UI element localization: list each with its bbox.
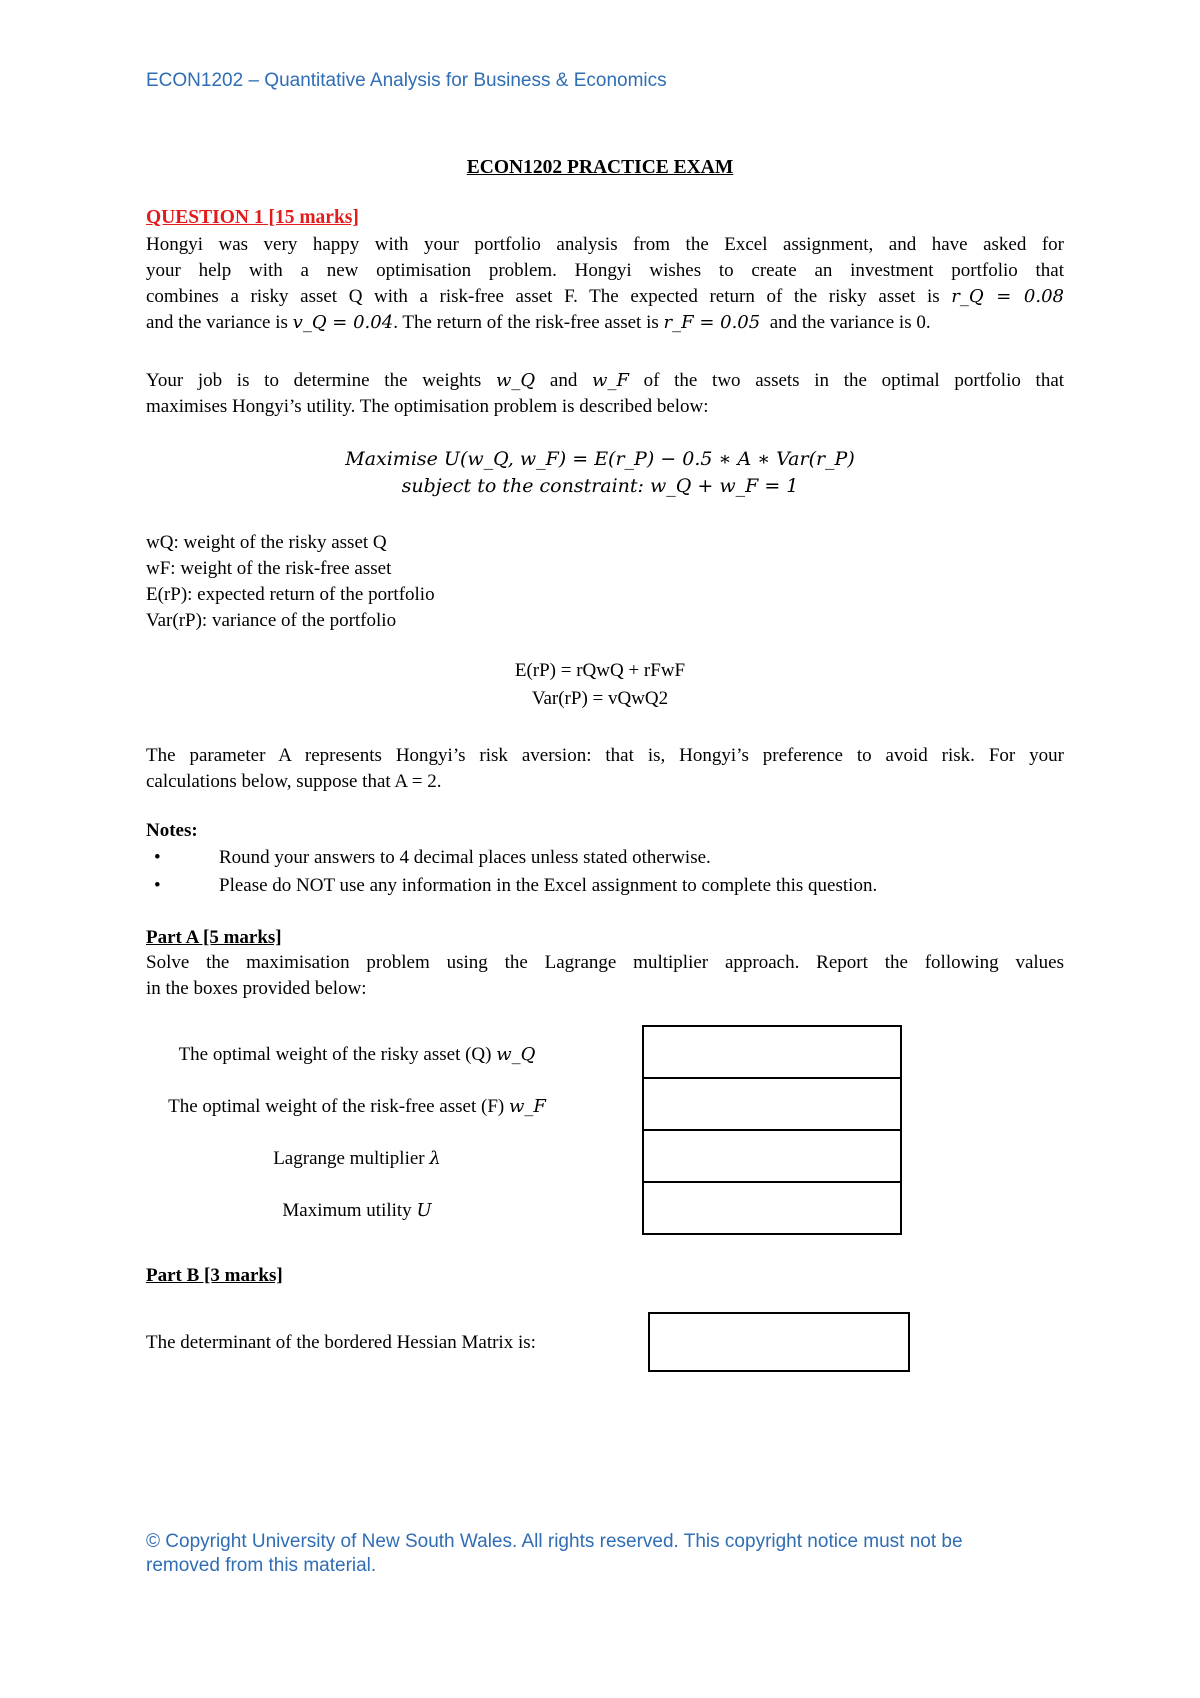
math-wq: w_Q: [496, 370, 536, 391]
answer-symbol: U: [416, 1200, 432, 1221]
note-text: Round your answers to 4 decimal places unless stated otherwise.: [219, 847, 711, 868]
intro-paragraph: [146, 232, 1064, 336]
answer-symbol: w_F: [508, 1096, 546, 1117]
job-text: Your job is to determine the weights: [146, 370, 482, 391]
answer-label-wf: [112, 1096, 602, 1118]
intro-text: and the variance is: [146, 312, 288, 333]
intro-line: your help with a new optimisation problem. Hongyi wishes to create an investment portfolio that: [146, 260, 1064, 281]
answer-label-text: The optimal weight of the risk-free asset (F): [168, 1096, 505, 1117]
intro-line: Hongyi was very happy with your portfolio analysis from the Excel assignment, and have asked for: [146, 234, 1064, 255]
answer-label-lambda: [112, 1148, 602, 1170]
intro-line: [146, 284, 1064, 310]
notes-heading: Notes:: [146, 820, 198, 841]
objective-function: Maximise U(w_Q, w_F) = E(r_P) − 0.5 ∗ A ∗ Var(r_P): [345, 448, 855, 470]
note-text: Please do NOT use any information in the Excel assignment to complete this question.: [219, 875, 878, 896]
math-rq: r_Q = 0.08: [951, 286, 1065, 307]
answer-label-wq: [112, 1044, 602, 1066]
answer-box-hessian[interactable]: [648, 1312, 910, 1372]
part-a-heading: Part A [5 marks]: [146, 927, 282, 948]
answer-box-lambda[interactable]: [642, 1129, 902, 1183]
math-vq: v_Q = 0.04: [292, 312, 394, 333]
part-a-line: Solve the maximisation problem using the Lagrange multiplier approach. Report the following values: [146, 952, 1064, 973]
job-text: and: [549, 370, 578, 391]
definition-wf: wF: weight of the risk-free asset: [146, 558, 392, 579]
answer-symbol: w_Q: [496, 1044, 536, 1065]
intro-line: [146, 310, 1064, 336]
part-b-heading: Part B [3 marks]: [146, 1265, 283, 1286]
job-text: of the two assets in the optimal portfolio that: [643, 370, 1065, 391]
answer-box-wq[interactable]: [642, 1025, 902, 1079]
risk-line: The parameter A represents Hongyi’s risk aversion: that is, Hongyi’s preference to avoid risk. For your: [146, 745, 1064, 766]
part-a-instructions: [146, 950, 1064, 1002]
definition-wq: wQ: weight of the risky asset Q: [146, 532, 387, 553]
intro-line-text: combines a risky asset Q with a risk-free asset F. The expected return of the risky asset is: [146, 286, 940, 307]
risk-line: calculations below, suppose that A = 2.: [146, 771, 442, 792]
constraint: subject to the constraint: w_Q + w_F = 1: [401, 475, 799, 497]
formula-variance: Var(rP) = vQwQ2: [531, 688, 669, 709]
part-b-label: The determinant of the bordered Hessian Matrix is:: [146, 1332, 536, 1353]
bullet-icon: •: [154, 847, 161, 868]
answer-label-utility: [112, 1200, 602, 1222]
answer-symbol: λ: [429, 1148, 441, 1169]
job-line: maximises Hongyi’s utility. The optimisation problem is described below:: [146, 396, 709, 417]
footer-line: © Copyright University of New South Wales. All rights reserved. This copyright notice must not be: [146, 1531, 963, 1552]
answer-label-text: Lagrange multiplier: [273, 1148, 425, 1169]
intro-text: . The return of the risk-free asset is: [393, 312, 659, 333]
risk-paragraph: [146, 743, 1064, 795]
intro-text: and the variance is 0.: [769, 312, 931, 333]
list-item: [146, 844, 877, 872]
job-line: [146, 368, 1064, 394]
part-a-line: in the boxes provided below:: [146, 978, 367, 999]
definition-erp: E(rP): expected return of the portfolio: [146, 584, 435, 605]
answer-box-utility[interactable]: [642, 1181, 902, 1235]
bullet-icon: •: [154, 875, 161, 896]
notes-list: [146, 844, 877, 900]
exam-title: ECON1202 PRACTICE EXAM: [466, 157, 734, 178]
list-item: [146, 872, 877, 900]
footer-line: removed from this material.: [146, 1555, 377, 1576]
answer-box-wf[interactable]: [642, 1077, 902, 1131]
math-rf: r_F = 0.05: [663, 312, 761, 333]
copyright-footer: [146, 1530, 1046, 1578]
question-heading: QUESTION 1 [15 marks]: [146, 207, 359, 228]
formula-expected-return: E(rP) = rQwQ + rFwF: [514, 660, 686, 681]
answer-label-text: The optimal weight of the risky asset (Q): [178, 1044, 492, 1065]
math-wf: w_F: [592, 370, 629, 391]
course-header: ECON1202 – Quantitative Analysis for Business & Economics: [146, 70, 667, 91]
definition-varrp: Var(rP): variance of the portfolio: [146, 610, 397, 631]
answer-label-text: Maximum utility: [282, 1200, 412, 1221]
job-paragraph: [146, 368, 1064, 420]
